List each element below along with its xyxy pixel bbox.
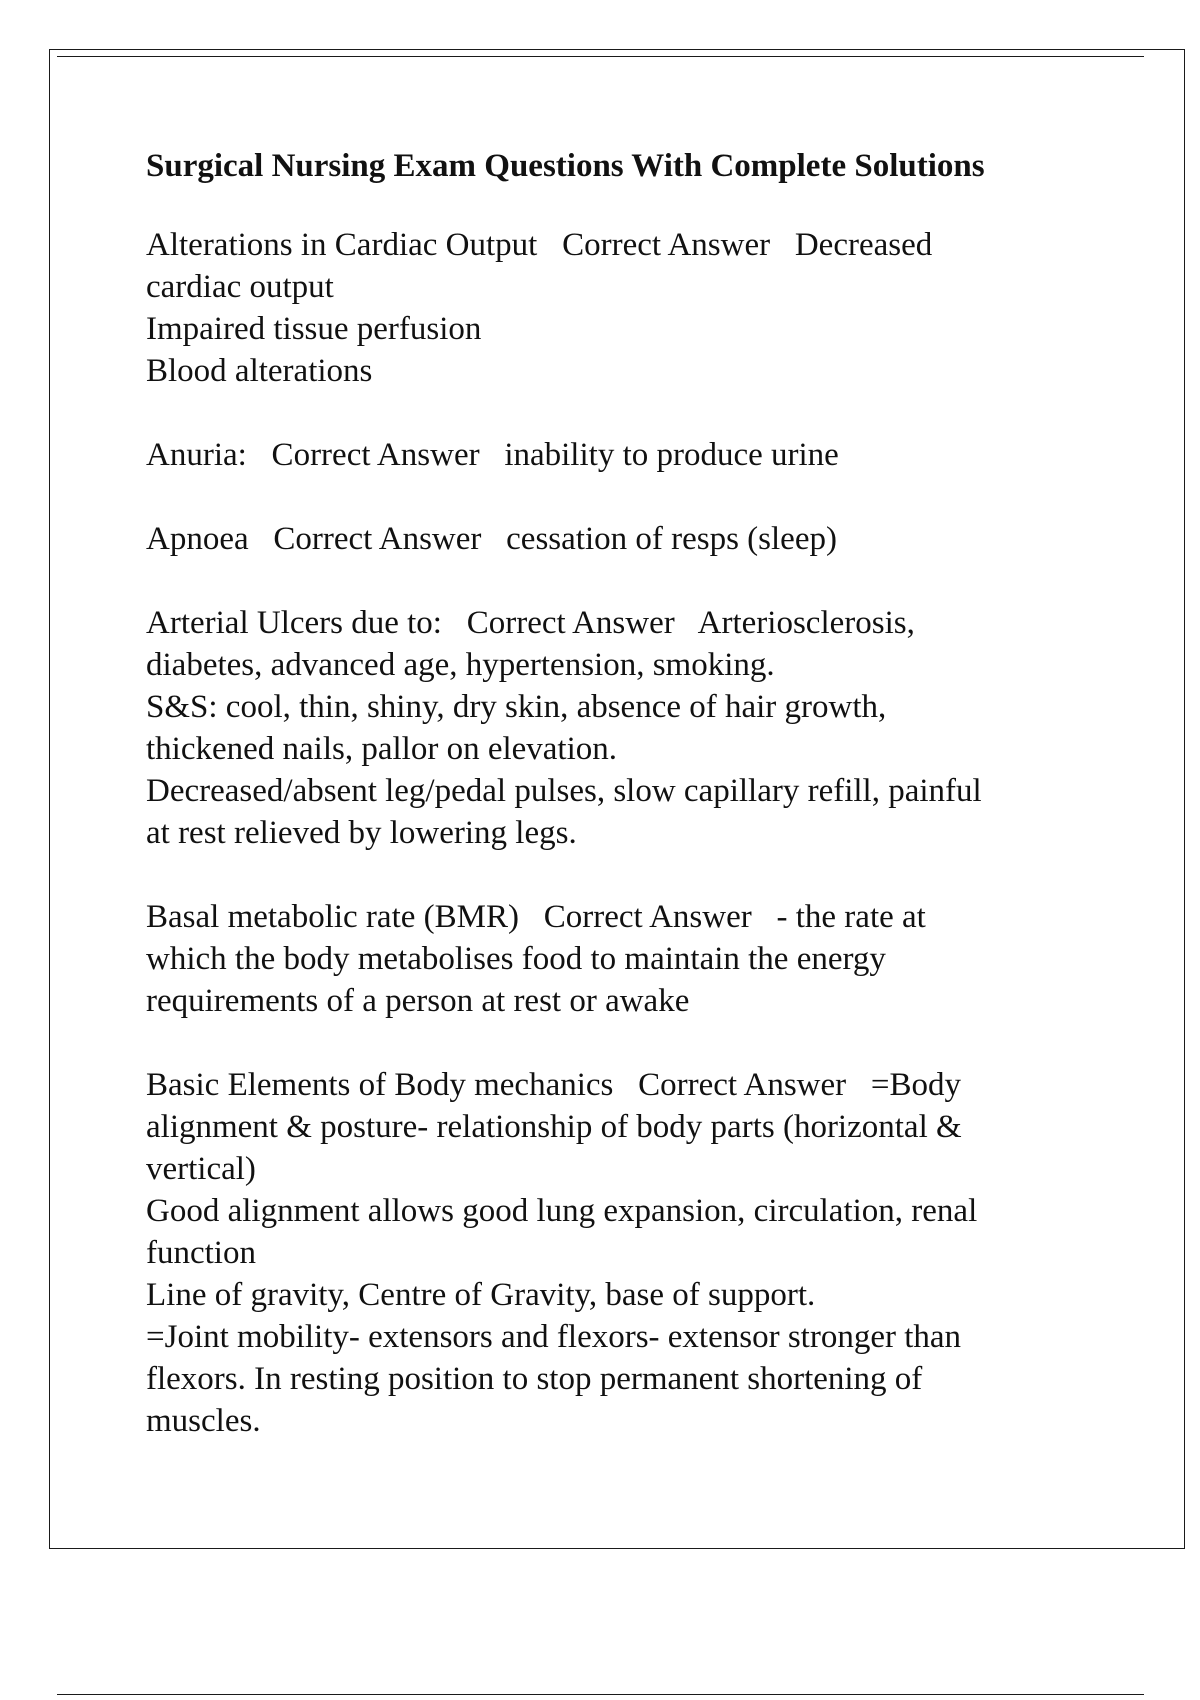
entry-line: Blood alterations [146,353,373,389]
entry-line: cardiac output [146,269,334,305]
entry-line: requirements of a person at rest or awake [146,983,690,1019]
entry-line: Line of gravity, Centre of Gravity, base of support. [146,1277,816,1313]
entry-line: Arterial Ulcers due to: Correct Answer Arteriosclerosis, [146,605,915,641]
qa-entry [146,434,1076,476]
entry-line: S&S: cool, thin, shiny, dry skin, absence of hair growth, [146,689,887,725]
entry-line: which the body metabolises food to maintain the energy [146,941,886,977]
entry-line: thickened nails, pallor on elevation. [146,731,618,767]
entry-line: Decreased/absent leg/pedal pulses, slow capillary refill, painful [146,773,982,809]
qa-entry [146,896,1076,1022]
entry-line: =Joint mobility- extensors and flexors- extensor stronger than [146,1319,962,1355]
qa-entry [146,1064,1076,1442]
entry-line: flexors. In resting position to stop permanent shortening of [146,1361,923,1397]
entry-line: alignment & posture- relationship of body parts (horizontal & [146,1109,962,1145]
entry-line: Apnoea Correct Answer cessation of resps (sleep) [146,521,837,557]
entry-line: Basal metabolic rate (BMR) Correct Answer - the rate at [146,899,926,935]
bottom-rule [57,1694,1144,1695]
entry-line: at rest relieved by lowering legs. [146,815,577,851]
qa-entry [146,518,1076,560]
entry-line: Impaired tissue perfusion [146,311,482,347]
entry-line: muscles. [146,1403,261,1439]
entry-line: Basic Elements of Body mechanics Correct Answer =Body [146,1067,962,1103]
qa-entry [146,224,1076,392]
entry-line: vertical) [146,1151,256,1187]
entry-line: Alterations in Cardiac Output Correct Answer Decreased [146,227,933,263]
document-body [146,141,1076,1484]
qa-entry [146,602,1076,854]
entry-line: function [146,1235,256,1271]
entry-line: Anuria: Correct Answer inability to produce urine [146,437,839,473]
entry-line: diabetes, advanced age, hypertension, smoking. [146,647,775,683]
document-title: Surgical Nursing Exam Questions With Complete Solutions [146,148,985,184]
top-rule [57,56,1144,57]
entry-line: Good alignment allows good lung expansion, circulation, renal [146,1193,978,1229]
